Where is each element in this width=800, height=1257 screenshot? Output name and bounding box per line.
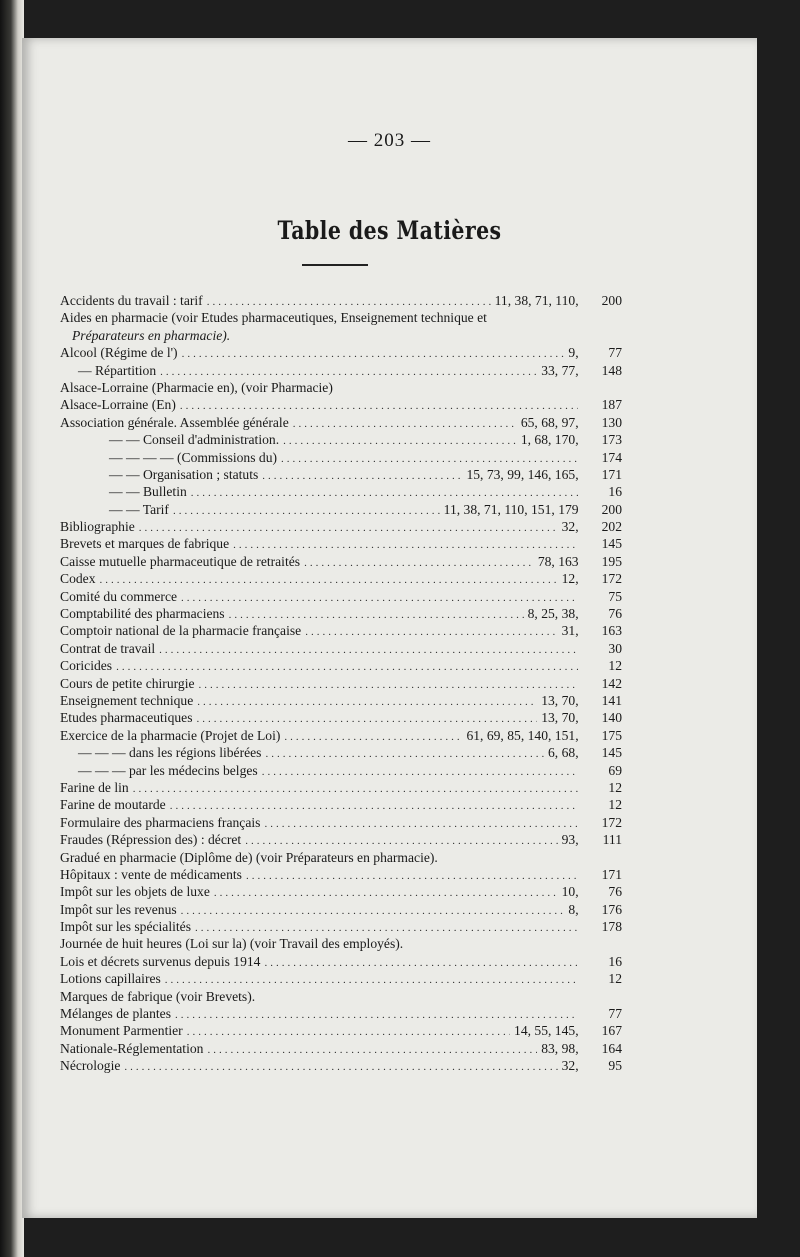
entry-pages: 14, 55, 145, 167 bbox=[514, 1023, 622, 1039]
entry-label: Etudes pharmaceutiques bbox=[60, 710, 193, 726]
entry-label: Accidents du travail : tarif bbox=[60, 293, 203, 308]
entry-label: Bibliographie bbox=[60, 519, 135, 535]
entry-label: Mélanges de plantes bbox=[60, 1006, 171, 1022]
toc-entry bbox=[60, 449, 622, 466]
entry-label: Comptabilité des pharmaciens bbox=[60, 606, 225, 622]
entry-label: — — — par les médecins belges bbox=[78, 762, 258, 778]
entry-pages: 69 bbox=[608, 762, 622, 778]
entry-pages: 13, 70, 141 bbox=[541, 692, 622, 708]
entry-pages: 15, 73, 99, 146, 165, 171 bbox=[466, 466, 622, 482]
entry-pages: 8, 25, 38, 76 bbox=[527, 606, 622, 622]
toc-entry bbox=[60, 918, 622, 935]
toc-entry bbox=[60, 588, 622, 605]
entry-label: — — — — (Commissions du) bbox=[109, 449, 278, 465]
entry-label: — Répartition bbox=[78, 362, 157, 378]
toc-entry bbox=[60, 327, 622, 344]
toc-entry bbox=[60, 501, 622, 518]
entry-pages: 31, 163 bbox=[561, 623, 622, 639]
entry-pages: 16 bbox=[608, 484, 622, 500]
entry-pages: 9, 77 bbox=[568, 345, 622, 361]
toc-entry bbox=[60, 379, 622, 396]
entry-pages: 6, 68, 145 bbox=[548, 745, 622, 761]
toc-entry bbox=[60, 1040, 622, 1057]
toc-entry bbox=[60, 935, 622, 952]
toc-entry bbox=[60, 901, 622, 918]
entry-pages: 187 bbox=[601, 397, 622, 413]
toc-entry bbox=[60, 431, 622, 448]
leader-dots bbox=[265, 746, 544, 763]
entry-pages: 12 bbox=[608, 971, 622, 987]
leader-dots bbox=[262, 468, 462, 485]
entry-pages: 171 bbox=[601, 866, 622, 882]
page-title: Table des Matières bbox=[277, 216, 502, 245]
entry-pages: 75 bbox=[608, 588, 622, 604]
leader-dots bbox=[207, 1042, 537, 1059]
leader-dots bbox=[305, 624, 557, 641]
entry-label: Comité du commerce bbox=[60, 588, 178, 604]
title-rule bbox=[302, 264, 368, 266]
leader-dots bbox=[246, 868, 578, 885]
toc-entry bbox=[60, 866, 622, 883]
entry-label: Impôt sur les spécialités bbox=[60, 919, 191, 935]
entry-label: Monument Parmentier bbox=[60, 1023, 183, 1039]
entry-label: Comptoir national de la pharmacie française bbox=[60, 623, 302, 639]
entry-label: Alsace-Lorraine (En) bbox=[60, 397, 176, 413]
entry-pages: 33, 77, 148 bbox=[541, 362, 622, 378]
entry-label: Nécrologie bbox=[60, 1058, 121, 1074]
entry-pages: 8, 176 bbox=[568, 901, 622, 917]
toc-entry bbox=[60, 344, 622, 361]
entry-label: Alcool (Régime de l') bbox=[60, 345, 178, 361]
leader-dots bbox=[182, 346, 565, 363]
toc-entry bbox=[60, 744, 622, 761]
entry-pages: 12 bbox=[608, 658, 622, 674]
entry-label: Cours de petite chirurgie bbox=[60, 675, 195, 691]
entry-label: Enseignement technique bbox=[60, 692, 194, 708]
toc-entry bbox=[60, 762, 622, 779]
entry-label: Farine de moutarde bbox=[60, 797, 166, 813]
toc-entry bbox=[60, 675, 622, 692]
book-page bbox=[22, 38, 757, 1218]
entry-pages: 145 bbox=[601, 536, 622, 552]
entry-label: Hôpitaux : vente de médicaments bbox=[60, 866, 242, 882]
toc-entry bbox=[60, 657, 622, 674]
entry-pages: 61, 69, 85, 140, 151, 175 bbox=[466, 727, 622, 743]
toc-entry bbox=[60, 1057, 622, 1074]
entry-pages: 12 bbox=[608, 779, 622, 795]
leader-dots bbox=[181, 903, 565, 920]
entry-pages: 11, 38, 71, 110, 151, 179 200 bbox=[443, 501, 622, 517]
entry-pages: 77 bbox=[608, 1006, 622, 1022]
entry-label: Caisse mutuelle pharmaceutique de retraités bbox=[60, 553, 301, 569]
entry-label: Coricides bbox=[60, 658, 113, 674]
entry-pages: 93, 111 bbox=[561, 832, 622, 848]
leader-dots bbox=[199, 677, 578, 694]
entry-label: — — Organisation ; statuts bbox=[109, 466, 259, 482]
toc-entry bbox=[60, 466, 622, 483]
toc-entry bbox=[60, 570, 622, 587]
entry-label: — — — dans les régions libérées bbox=[78, 745, 262, 761]
entry-label: — — Tarif bbox=[109, 501, 169, 517]
leader-dots bbox=[264, 816, 578, 833]
entry-pages: 12, 172 bbox=[561, 571, 622, 587]
entry-pages: 65, 68, 97, 130 bbox=[520, 414, 622, 430]
toc-entry bbox=[60, 640, 622, 657]
toc-entry bbox=[60, 553, 622, 570]
entry-pages: 16 bbox=[608, 953, 622, 969]
leader-dots bbox=[283, 433, 517, 450]
leader-dots bbox=[124, 1059, 557, 1076]
leader-dots bbox=[284, 729, 462, 746]
toc-entry bbox=[60, 622, 622, 639]
entry-label: — — Conseil d'administration. bbox=[109, 432, 280, 448]
toc-entry bbox=[60, 518, 622, 535]
toc-entry bbox=[60, 1005, 622, 1022]
entry-label: Lois et décrets survenus depuis 1914 bbox=[60, 953, 261, 969]
toc-entry bbox=[60, 727, 622, 744]
toc-entry bbox=[60, 414, 622, 431]
leader-dots bbox=[181, 590, 578, 607]
toc-entry bbox=[60, 779, 622, 796]
toc-entry bbox=[60, 309, 622, 326]
toc-entry bbox=[60, 883, 622, 900]
entry-label: Brevets et marques de fabrique bbox=[60, 536, 230, 552]
entry-pages: 174 bbox=[601, 449, 622, 465]
toc-entry bbox=[60, 709, 622, 726]
table-of-contents bbox=[60, 292, 622, 1075]
leader-dots bbox=[293, 416, 517, 433]
entry-label: Préparateurs en pharmacie). bbox=[72, 327, 231, 343]
entry-label: Alsace-Lorraine (Pharmacie en), (voir Pharmacie) bbox=[60, 379, 333, 395]
book-spine bbox=[0, 0, 24, 1257]
entry-label: Impôt sur les revenus bbox=[60, 901, 177, 917]
toc-entry bbox=[60, 814, 622, 831]
entry-label: — — Bulletin bbox=[109, 484, 187, 500]
toc-entry bbox=[60, 796, 622, 813]
entry-label: Fraudes (Répression des) : décret bbox=[60, 832, 242, 848]
entry-pages: 12 bbox=[608, 797, 622, 813]
entry-label: Formulaire des pharmaciens français bbox=[60, 814, 261, 830]
entry-label: Impôt sur les objets de luxe bbox=[60, 884, 210, 900]
toc-entry bbox=[60, 988, 622, 1005]
entry-pages: 11, 38, 71, 110, 200 bbox=[494, 293, 622, 308]
entry-pages: 32, 95 bbox=[561, 1058, 622, 1074]
toc-entry bbox=[60, 849, 622, 866]
toc-entry bbox=[60, 831, 622, 848]
toc-entry bbox=[60, 1022, 622, 1039]
leader-dots bbox=[262, 764, 578, 781]
toc-entry bbox=[60, 605, 622, 622]
leader-dots bbox=[197, 694, 537, 711]
entry-pages: 78, 163 195 bbox=[537, 553, 622, 569]
entry-label: Contrat de travail bbox=[60, 640, 156, 656]
entry-label: Nationale-Réglementation bbox=[60, 1040, 204, 1056]
entry-label: Aides en pharmacie (voir Etudes pharmaceutiques, Enseignement technique et bbox=[60, 310, 487, 326]
toc-entry bbox=[60, 953, 622, 970]
entry-label: Lotions capillaires bbox=[60, 971, 161, 987]
toc-entry bbox=[60, 970, 622, 987]
entry-label: Association générale. Assemblée générale bbox=[60, 414, 289, 430]
leader-dots bbox=[159, 642, 578, 659]
entry-pages: 13, 70, 140 bbox=[541, 710, 622, 726]
entry-pages: 30 bbox=[608, 640, 622, 656]
entry-pages: 10, 76 bbox=[561, 884, 622, 900]
entry-label: Codex bbox=[60, 571, 96, 587]
entry-label: Gradué en pharmacie (Diplôme de) (voir Préparateurs en pharmacie). bbox=[60, 849, 438, 865]
entry-pages: 142 bbox=[601, 675, 622, 691]
entry-label: Farine de lin bbox=[60, 779, 129, 795]
entry-pages: 83, 98, 164 bbox=[541, 1040, 622, 1056]
toc-entry bbox=[60, 292, 622, 309]
entry-pages: 32, 202 bbox=[561, 519, 622, 535]
toc-entry bbox=[60, 483, 622, 500]
leader-dots bbox=[264, 955, 578, 972]
entry-label: Exercice de la pharmacie (Projet de Loi) bbox=[60, 727, 281, 743]
leader-dots bbox=[187, 1024, 510, 1041]
toc-entry bbox=[60, 535, 622, 552]
entry-label: Marques de fabrique (voir Brevets). bbox=[60, 988, 256, 1004]
leader-dots bbox=[214, 885, 558, 902]
toc-entry bbox=[60, 692, 622, 709]
entry-pages: 172 bbox=[601, 814, 622, 830]
entry-pages: 178 bbox=[601, 919, 622, 935]
leader-dots bbox=[133, 781, 578, 798]
page-number: — 203 — bbox=[348, 130, 431, 151]
leader-dots bbox=[304, 555, 534, 572]
entry-pages: 1, 68, 170, 173 bbox=[520, 432, 622, 448]
leader-dots bbox=[173, 503, 440, 520]
entry-label: Journée de huit heures (Loi sur la) (voir Travail des employés). bbox=[60, 936, 404, 952]
toc-entry bbox=[60, 362, 622, 379]
toc-entry bbox=[60, 396, 622, 413]
